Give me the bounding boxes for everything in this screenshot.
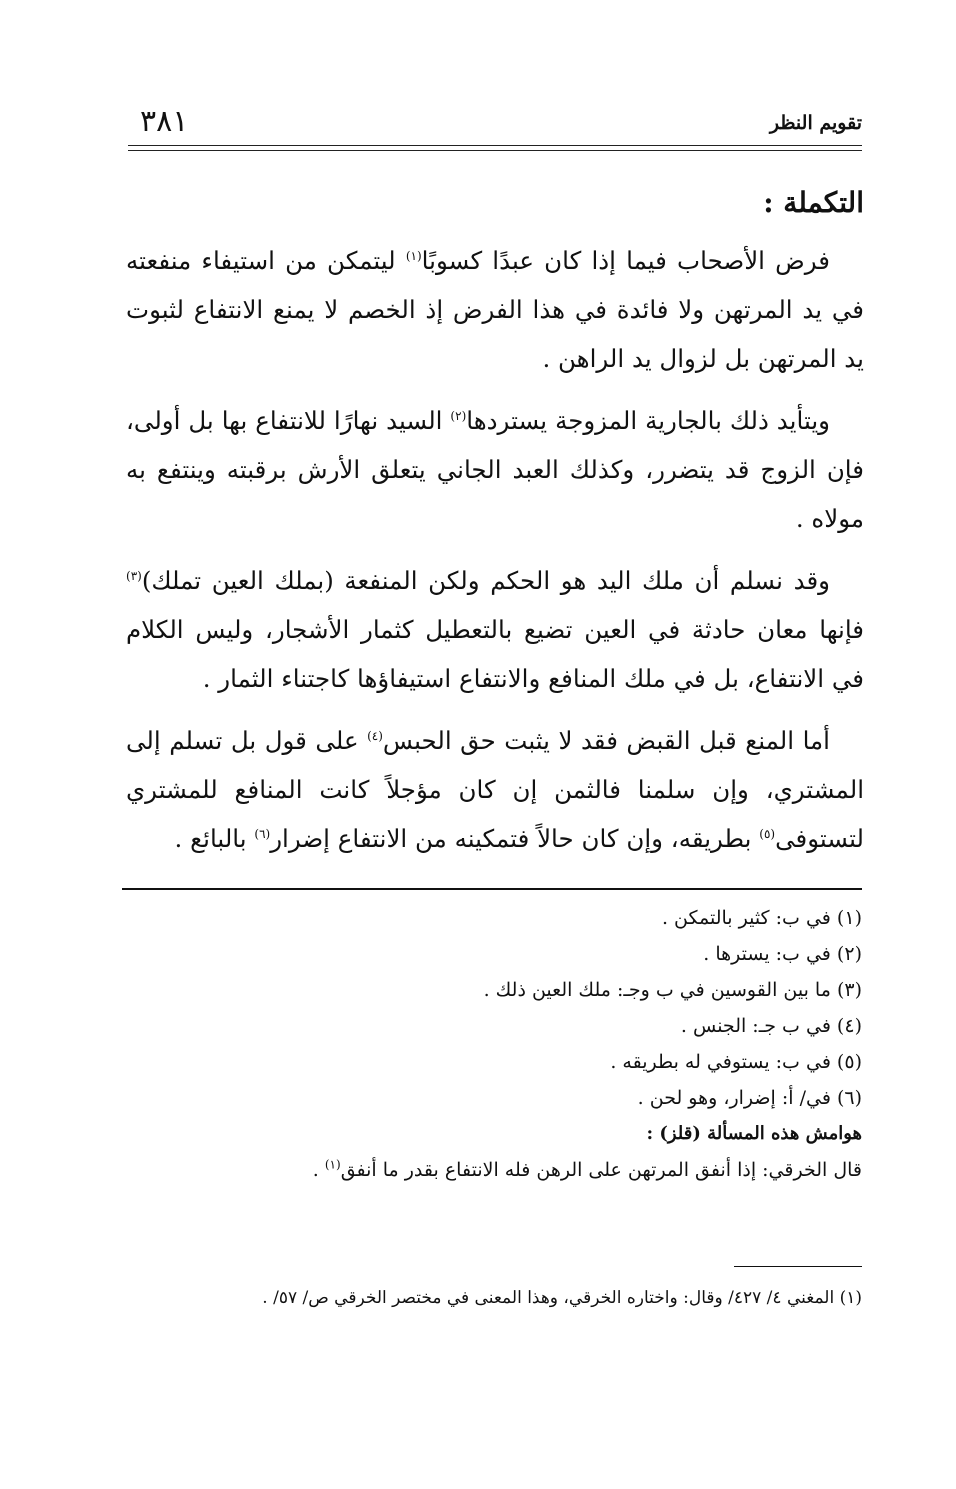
paragraph-text: وقد نسلم أن ملك اليد هو الحكم ولكن المنفعة (بملك العين تملك) bbox=[141, 566, 830, 595]
paragraph-1 bbox=[126, 236, 864, 383]
margin-notes-heading: هوامش هذه المسألة (قلز) : bbox=[646, 1123, 862, 1144]
paragraph-text: ليتمكن من استيفاء منفعته في يد المرتهن ولا فائدة في هذا الفرض إذ الخصم لا يمنع الانتفاع لثبوت يد المرتهن بل لزوال يد الراهن . bbox=[126, 246, 864, 373]
header-rule-bottom bbox=[128, 150, 862, 151]
footnote-separator bbox=[122, 888, 862, 890]
paragraph-text: ويتأيد ذلك بالجارية المزوجة يستردها bbox=[466, 406, 830, 435]
paragraph-3 bbox=[126, 556, 864, 703]
paragraph-2 bbox=[126, 396, 864, 543]
footnote-item: (٥) في ب: يستوفي له بطريقه . bbox=[610, 1051, 862, 1073]
paragraph-text: السيد نهارًا للانتفاع بها بل أولى، فإن الزوج قد يتضرر، وكذلك العبد الجاني يتعلق الأرش برقبته وينتفع به مولاه . bbox=[126, 406, 864, 533]
page-header bbox=[128, 104, 862, 144]
paragraph-text: على قول بل تسلم إلى المشتري، وإن سلمنا فالثمن إن كان مؤجلاً كانت المنافع للمشتري لتستوفى bbox=[126, 726, 864, 853]
footnote-item: (٣) ما بين القوسين في ب وجـ: ملك العين ذلك . bbox=[483, 979, 862, 1001]
footnote-ref: (٥) bbox=[759, 826, 776, 841]
paragraph-text: بالبائع . bbox=[174, 824, 255, 853]
footnotes bbox=[140, 900, 862, 1188]
paragraph-text: بطريقه، وإن كان حالاً فتمكينه من الانتفاع إضرار bbox=[270, 824, 760, 853]
paragraph-4 bbox=[126, 716, 864, 863]
header-rule-top bbox=[128, 145, 862, 146]
main-text bbox=[126, 178, 864, 876]
section-heading: التكملة : bbox=[763, 186, 864, 219]
sub-footnote-item: (١) المغني ٤/ ٤٢٧/ وقال: واختاره الخرقي، وهذا المعنى في مختصر الخرقي ص/ ٥٧/ . bbox=[262, 1288, 862, 1308]
footnote-ref: (٣) bbox=[126, 568, 142, 583]
margin-note-text: قال الخرقي: إذا أنفق المرتهن على الرهن فله الانتفاع بقدر ما أنفق bbox=[340, 1159, 862, 1181]
footnote-ref: (١) bbox=[405, 248, 422, 263]
sub-footnotes bbox=[140, 1282, 862, 1314]
footnote-ref: (١) bbox=[324, 1157, 341, 1172]
paragraph-text: فإنها معان حادثة في العين تضيع بالتعطيل كثمار الأشجار، وليس الكلام في الانتفاع، بل في ملك المنافع والانتفاع استيفاؤها كاجتناء الثمار . bbox=[126, 615, 864, 693]
paragraph-text: أما المنع قبل القبض فقد لا يثبت حق الحبس bbox=[382, 726, 830, 755]
footnote-item: (٦) في/ أ: إضرار، وهو لحن . bbox=[637, 1087, 862, 1109]
footnote-item: (٢) في ب: يسترها . bbox=[703, 943, 862, 965]
paragraph-text: فرض الأصحاب فيما إذا كان عبدًا كسوبًا bbox=[421, 246, 830, 275]
margin-note-tail: . bbox=[312, 1159, 325, 1181]
footnote-ref: (٢) bbox=[450, 408, 467, 423]
margin-note bbox=[140, 1152, 862, 1188]
footnote-ref: (٤) bbox=[367, 728, 383, 743]
running-title: تقويم النظر bbox=[769, 112, 862, 134]
page-number: ٣٨١ bbox=[140, 104, 189, 139]
footnote-ref: (٦) bbox=[254, 826, 271, 841]
sub-footnote-separator bbox=[734, 1266, 862, 1267]
footnote-item: (١) في ب: كثير بالتمكن . bbox=[661, 907, 862, 929]
footnote-item: (٤) في ب جـ: الجنس . bbox=[680, 1015, 862, 1037]
